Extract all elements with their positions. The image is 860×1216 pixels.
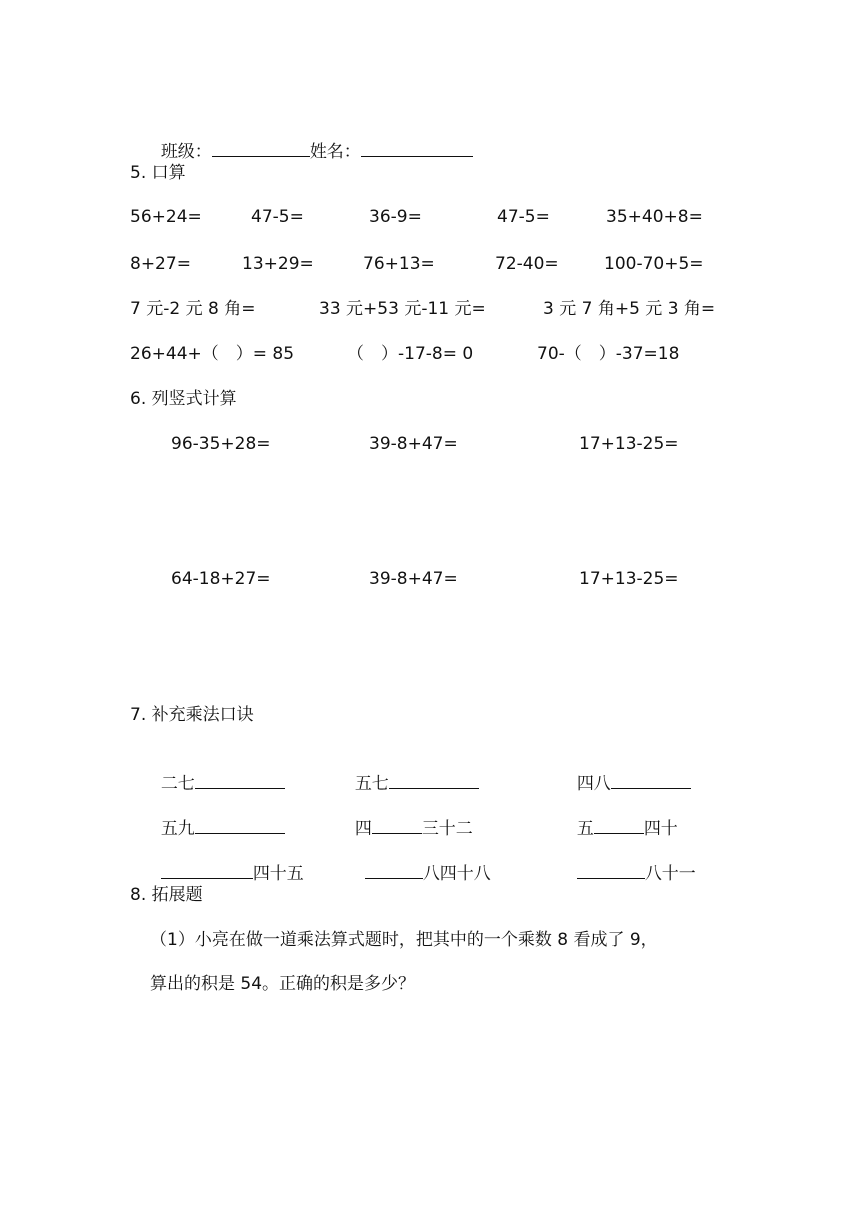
vertical-calc-item: 17+13-25= [579, 434, 679, 454]
oral-calc-item: 36-9= [369, 207, 422, 227]
section8-title: 8. 拓展题 [130, 885, 203, 905]
oral-calc-item: 72-40= [495, 254, 559, 274]
section7-title: 7. 补充乘法口诀 [130, 705, 254, 725]
rhyme-text: 八十一 [644, 864, 696, 884]
rhyme-item [566, 794, 678, 840]
section5-title: 5. 口算 [130, 163, 186, 183]
rhyme-text: 四十五 [252, 864, 304, 884]
rhyme-text: 五九 [160, 819, 195, 839]
oral-calc-item: 56+24= [130, 207, 202, 227]
rhyme-text: 四 [354, 819, 372, 839]
class-blank[interactable] [212, 139, 310, 157]
oral-calc-item: 7 元-2 元 8 角= [130, 299, 256, 319]
oral-calc-item: （ ）-17-8= 0 [347, 344, 474, 364]
rhyme-text: 五 [576, 819, 594, 839]
rhyme-item [566, 839, 696, 885]
rhyme-blank[interactable] [577, 861, 645, 879]
vertical-calc-item: 17+13-25= [579, 569, 679, 589]
rhyme-item [150, 839, 304, 885]
rhyme-item [566, 749, 691, 795]
class-label: 班级： [160, 142, 212, 162]
rhyme-blank[interactable] [594, 816, 644, 834]
class-name-line [150, 117, 473, 163]
word-problem-line: 算出的积是 54。正确的积是多少？ [150, 974, 416, 994]
word-problem-line: （1）小亮在做一道乘法算式题时，把其中的一个乘数 8 看成了 9， [150, 930, 658, 950]
vertical-calc-item: 64-18+27= [171, 569, 271, 589]
vertical-calc-item: 96-35+28= [171, 434, 271, 454]
oral-calc-item: 3 元 7 角+5 元 3 角= [543, 299, 716, 319]
vertical-calc-item: 39-8+47= [369, 569, 458, 589]
oral-calc-item: 13+29= [242, 254, 314, 274]
rhyme-text: 四十 [643, 819, 678, 839]
rhyme-item [344, 794, 473, 840]
rhyme-blank[interactable] [611, 771, 691, 789]
rhyme-text: 二七 [160, 774, 195, 794]
rhyme-item [150, 749, 285, 795]
rhyme-text: 四八 [576, 774, 611, 794]
rhyme-blank[interactable] [372, 816, 422, 834]
rhyme-blank[interactable] [161, 861, 253, 879]
oral-calc-item: 8+27= [130, 254, 191, 274]
rhyme-text: 五七 [354, 774, 389, 794]
rhyme-item [354, 839, 491, 885]
oral-calc-item: 47-5= [497, 207, 550, 227]
oral-calc-item: 70-（ ）-37=18 [537, 344, 680, 364]
rhyme-text: 三十二 [421, 819, 473, 839]
oral-calc-item: 33 元+53 元-11 元= [319, 299, 486, 319]
rhyme-item [150, 794, 285, 840]
oral-calc-item: 35+40+8= [606, 207, 703, 227]
name-label: 姓名： [309, 142, 361, 162]
oral-calc-item: 47-5= [251, 207, 304, 227]
oral-calc-item: 76+13= [363, 254, 435, 274]
rhyme-blank[interactable] [389, 771, 479, 789]
rhyme-blank[interactable] [195, 771, 285, 789]
rhyme-blank[interactable] [365, 861, 423, 879]
vertical-calc-item: 39-8+47= [369, 434, 458, 454]
rhyme-item [344, 749, 479, 795]
section6-title: 6. 列竖式计算 [130, 389, 237, 409]
name-blank[interactable] [361, 139, 473, 157]
rhyme-text: 八四十八 [422, 864, 491, 884]
oral-calc-item: 26+44+（ ）= 85 [130, 344, 295, 364]
oral-calc-item: 100-70+5= [604, 254, 704, 274]
rhyme-blank[interactable] [195, 816, 285, 834]
